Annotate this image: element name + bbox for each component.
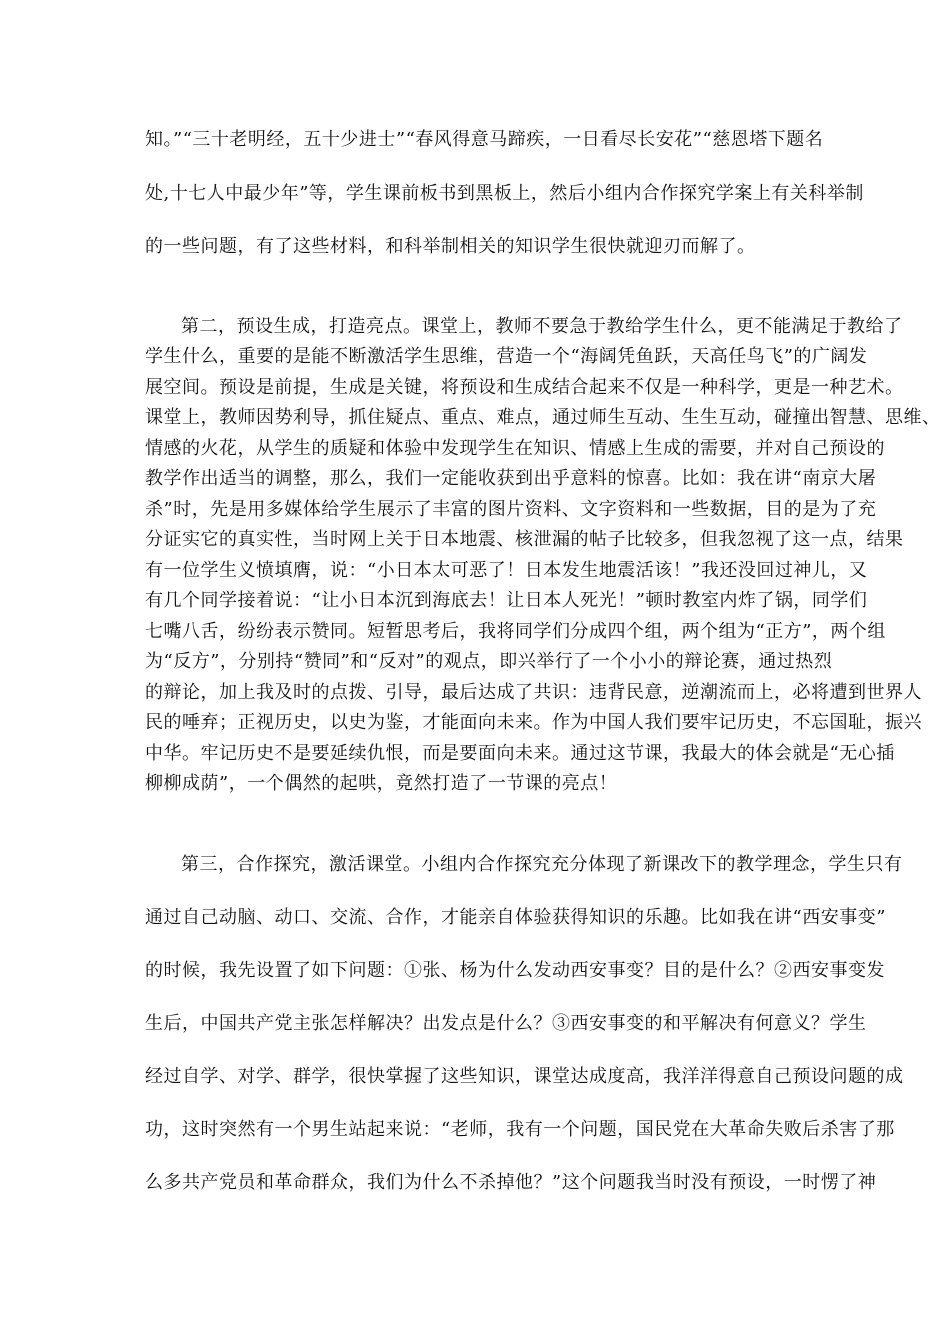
text-line: 学生什么，重要的是能不断激活学生思维，营造一个“海阔凭鱼跃，天高任鸟飞”的广阔发 bbox=[145, 346, 868, 367]
text-line: 通过自己动脑、动口、交流、合作，才能亲自体验获得知识的乐趣。比如我在讲“西安事变” bbox=[145, 907, 886, 928]
text-line: 教学作出适当的调整，那么，我们一定能收获到出乎意料的惊喜。比如：我在讲“南京大屠 bbox=[145, 468, 877, 489]
text-line: 为“反方”，分别持“赞同”和“反对”的观点，即兴举行了一个小小的辩论赛，通过热烈 bbox=[145, 651, 833, 672]
text-line: 分证实它的真实性，当时网上关于日本地震、核泄漏的帖子比较多，但我忽视了这一点，结果 bbox=[145, 529, 904, 550]
text-line: 杀”时，先是用多媒体给学生展示了丰富的图片资料、文字资料和一些数据，目的是为了充 bbox=[145, 499, 877, 520]
text-line: 经过自学、对学、群学，很快掌握了这些知识，课堂达成度高，我洋洋得意自己预设问题的成 bbox=[145, 1066, 904, 1087]
text-line: 的时候，我先设置了如下问题：①张、杨为什么发动西安事变？目的是什么？②西安事变发 bbox=[145, 960, 885, 981]
text-line: 的辩论，加上我及时的点拨、引导，最后达成了共识：违背民意，逆潮流而上，必将遭到世界人 bbox=[145, 682, 922, 703]
text-line: 处,十七人中最少年”等，学生课前板书到黑板上，然后小组内合作探究学案上有关科举制 bbox=[145, 183, 864, 204]
text-line: 课堂上，教师因势利导，抓住疑点、重点、难点，通过师生互动、生生互动，碰撞出智慧、思维、 bbox=[145, 407, 941, 428]
text-line: 第三，合作探究，激活课堂。小组内合作探究充分体现了新课改下的教学理念，学生只有 bbox=[181, 854, 903, 875]
text-line: 知。”“三十老明经，五十少进士”“春风得意马蹄疾，一日看尽长安花”“慈恩塔下题名 bbox=[145, 129, 824, 150]
text-line: 有几个同学接着说：“让小日本沉到海底去！让日本人死光！”顿时教室内炸了锅，同学们 bbox=[145, 590, 868, 611]
text-line: 中华。牢记历史不是要延续仇恨，而是要面向未来。通过这节课，我最大的体会就是“无心插 bbox=[145, 743, 895, 764]
text-line: 生后，中国共产党主张怎样解决？出发点是什么？③西安事变的和平解决有何意义？学生 bbox=[145, 1013, 867, 1034]
text-line: 么多共产党员和革命群众，我们为什么不杀掉他？”这个问题我当时没有预设，一时愣了神 bbox=[145, 1172, 877, 1193]
text-line: 柳柳成荫”，一个偶然的起哄，竟然打造了一节课的亮点！ bbox=[145, 773, 618, 794]
text-line: 功，这时突然有一个男生站起来说：“老师，我有一个问题，国民党在大革命失败后杀害了那 bbox=[145, 1119, 895, 1140]
text-line: 第二，预设生成，打造亮点。课堂上，教师不要急于教给学生什么，更不能满足于教给了 bbox=[181, 316, 903, 337]
text-line: 有一位学生义愤填膺，说：“小日本太可恶了！日本发生地震活该！”我还没回过神儿，又 bbox=[145, 560, 868, 581]
text-line: 展空间。预设是前提，生成是关键，将预设和生成结合起来不仅是一种科学，更是一种艺术。 bbox=[145, 377, 904, 398]
text-line: 七嘴八舌，纷纷表示赞同。短暂思考后，我将同学们分成四个组，两个组为“正方”，两个组 bbox=[145, 621, 886, 642]
text-line: 民的唾弃；正视历史，以史为鉴，才能面向未来。作为中国人我们要牢记历史，不忘国耻，振兴 bbox=[145, 712, 922, 733]
text-line: 的一些问题，有了这些材料，和科举制相关的知识学生很快就迎刃而解了。 bbox=[145, 236, 756, 257]
text-line: 情感的火花，从学生的质疑和体验中发现学生在知识、情感上生成的需要，并对自己预设的 bbox=[145, 438, 885, 459]
